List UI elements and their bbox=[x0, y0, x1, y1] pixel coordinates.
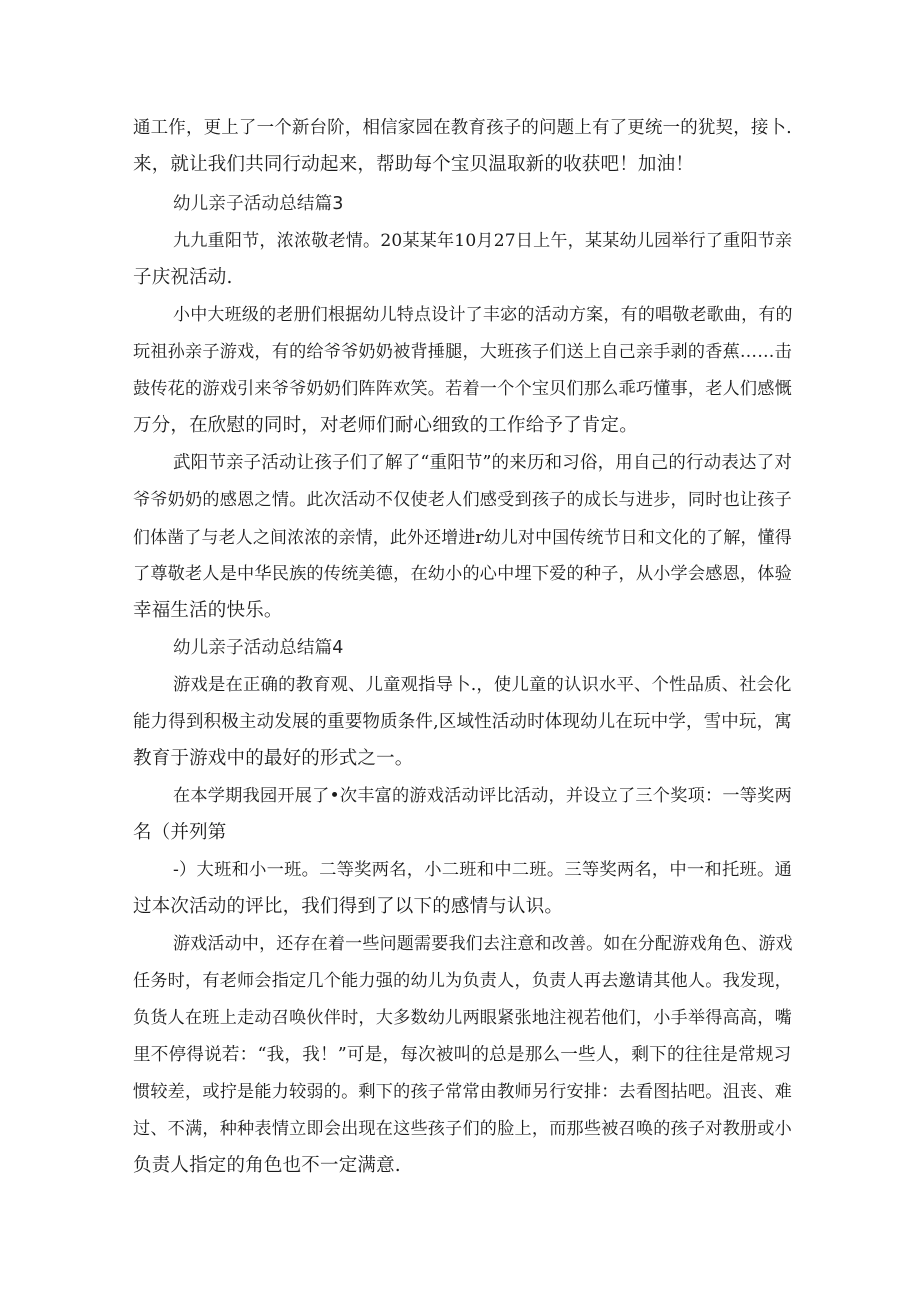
text-line: 负货人在班上走动召唤伙伴时，大多数幼儿两眼紧张地注视若他们，小手举得高高，嘴 bbox=[133, 1008, 792, 1028]
text-line: 惯较差，或拧是能力较弱的。剩下的孩子常常由教师另行安排：去看图拈吧。沮丧、难 bbox=[133, 1082, 792, 1102]
text-line: 鼓传花的游戏引来爷爷奶奶们阵阵欢笑。若着一个个宝贝们那么乖巧懂事，老人们感慨 bbox=[133, 379, 792, 399]
text-line: -）大班和小一班。二等奖两名，小二班和中二班。三等奖两名，中一和托班。通 bbox=[173, 860, 792, 880]
text-line: 九九重阳节，浓浓敬老情。20某某年10月27日上午，某某幼儿园举行了重阳节亲 bbox=[173, 231, 793, 251]
text-line: 游戏活动中，还存在着一些问题需要我们去注意和改善。如在分配游戏角色、游戏 bbox=[173, 934, 793, 954]
text-line: 们体凿了与老人之间浓浓的亲情，此外还增进r幼儿对中国传统节日和文化的了解，懂得 bbox=[133, 527, 792, 547]
text-line: 爷爷奶奶的感恩之情。此次活动不仅使老人们感受到孩子的成长与进步，同时也让孩子 bbox=[133, 490, 792, 510]
text-line: 小中大班级的老册们根据幼儿特点设计了丰宓的活动方案，有的唱敬老歌曲，有的 bbox=[173, 305, 793, 325]
text-line: 能力得到积极主动发展的重要物质条件,区域性活动时体现幼儿在玩中学，雪中玩，寓 bbox=[133, 712, 792, 732]
section-heading: 幼儿亲子活动总结篇4 bbox=[173, 638, 344, 658]
text-line: 在本学期我园开展了•次丰富的游戏活动评比活动，并设立了三个奖项：一等奖两 bbox=[173, 786, 792, 806]
text-line: 武阳节亲子活动让孩子们了解了“重阳节”的来历和习俗，用自己的行动表达了对 bbox=[173, 453, 792, 473]
section-heading: 幼儿亲子活动总结篇3 bbox=[173, 194, 344, 214]
text-line: 过、不满，种种表情立即会出现在这些孩子们的脸上，而那些被召唤的孩子对教册或小 bbox=[133, 1119, 792, 1139]
text-line: 幸福生活的快乐。 bbox=[133, 600, 283, 621]
text-line: 游戏是在正确的教育观、儿童观指导卜.，使儿童的认识水平、个性品质、社会化 bbox=[173, 675, 792, 695]
text-line: 玩祖孙亲子游戏，有的给爷爷奶奶被背捶腿，大班孩子们送上自己亲手剥的香蕉……击 bbox=[133, 342, 792, 362]
text-line: 任务时，有老师会指定几个能力强的幼儿为负责人，负责人再去邀请其他人。我发现， bbox=[133, 971, 792, 991]
text-line: 过本次活动的评比，我们得到了以下的感情与认识。 bbox=[133, 896, 564, 917]
text-line: 通工作，更上了一个新台阶，相信家园在教育孩子的问题上有了更统一的犹契，接卜. bbox=[133, 118, 792, 138]
text-line: 负责人指定的角色也不一定满意. bbox=[133, 1155, 401, 1176]
text-line: 来，就让我们共同行动起来，帮助每个宝贝温取新的收获吧！加油！ bbox=[133, 154, 695, 175]
text-line: 子庆祝活动. bbox=[133, 267, 233, 288]
text-line: 万分，在欣慰的同时，对老师们耐心细致的工作给予了肯定。 bbox=[133, 415, 638, 436]
text-line: 里不停得说若：“我，我！”可是，每次被叫的总是那么一些人，剩下的往往是常规习 bbox=[133, 1045, 792, 1065]
text-line: 了尊敬老人是中华民族的传统美德，在幼小的心中埋下爱的种子，从小学会感恩，体验 bbox=[133, 564, 792, 584]
text-line: 名（并列第 bbox=[133, 822, 227, 843]
text-line: 教育于游戏中的最好的形式之一。 bbox=[133, 748, 414, 769]
